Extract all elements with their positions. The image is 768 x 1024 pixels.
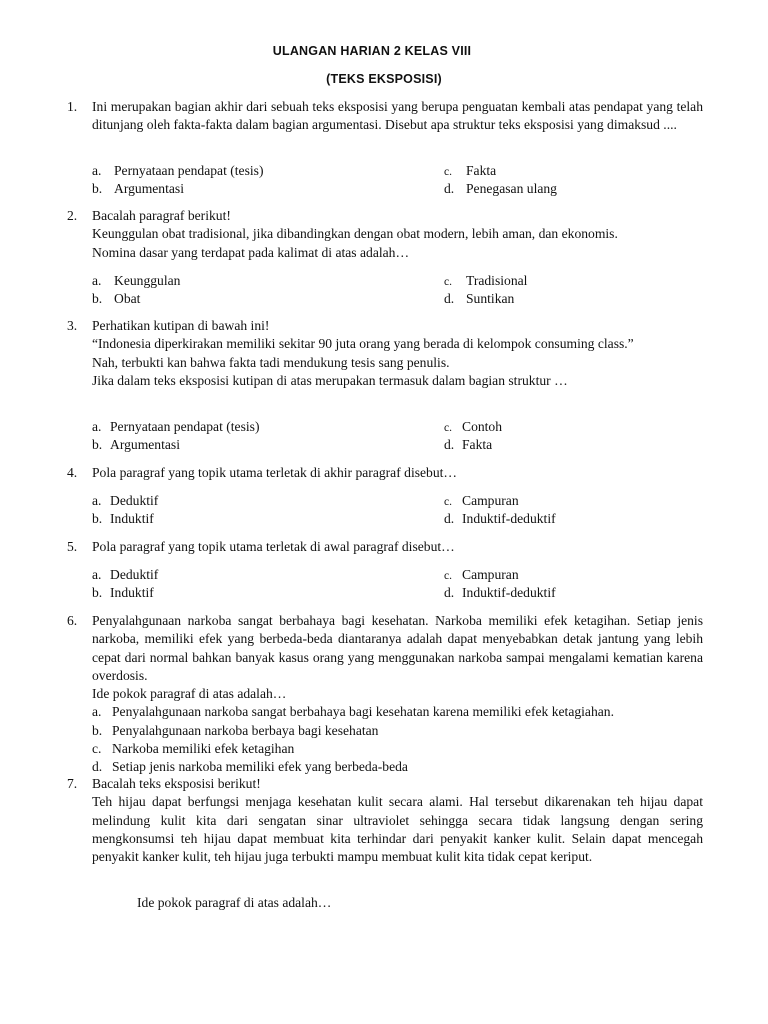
question-number: 2. [67, 208, 78, 223]
question-number: 1. [67, 99, 78, 114]
page-title: ULANGAN HARIAN 2 KELAS VIII [272, 44, 472, 58]
option-d: d. Penegasan ulang [444, 181, 557, 196]
option-a: a. Pernyataan pendapat (tesis) [92, 163, 264, 178]
option-b: b. Penyalahgunaan narkoba berbaya bagi kesehatan [92, 722, 379, 738]
question-4 [67, 464, 703, 482]
question-number: 7. [67, 776, 78, 791]
option-b: b. Argumentasi [92, 437, 180, 452]
question-7-prompt: Ide pokok paragraf di atas adalah… [137, 895, 332, 910]
option-a: a. Keunggulan [92, 273, 181, 288]
option-b: b. Induktif [92, 511, 154, 526]
question-5 [67, 538, 703, 556]
option-c: c. Tradisional [444, 273, 528, 288]
option-c: c. Narkoba memiliki efek ketagihan [92, 741, 295, 757]
option-b: b. Obat [92, 291, 141, 306]
question-text: Bacalah teks eksposisi berikut! Teh hijau dapat berfungsi menjaga kesehatan kulit secara alami. Hal tersebut dikarenakan teh hijau dapat melindung kulit kita dari sengatan sinar ultraviolet sehingga secara tidak langsung dengan sering mengkonsumsi teh hijau dapat membuat kita terhindar dari penyakit kanker kulit. Selain dapat mencegah penyakit kanker kulit, teh hijau juga terbukti mampu membuat kulit kita tidak cepat keriput. [92, 776, 703, 865]
question-7 [67, 775, 703, 866]
question-2 [67, 207, 703, 262]
option-a: a. Penyalahgunaan narkoba sangat berbahaya bagi kesehatan karena memiliki efek ketagiahan. [92, 704, 614, 720]
option-b: b. Induktif [92, 585, 154, 600]
question-text: Pola paragraf yang topik utama terletak di akhir paragraf disebut… [92, 465, 458, 480]
option-a: a. Deduktif [92, 567, 159, 582]
question-number: 3. [67, 318, 78, 333]
question-1 [67, 98, 703, 135]
option-c: c. Campuran [444, 567, 519, 582]
question-text: Pola paragraf yang topik utama terletak di awal paragraf disebut… [92, 539, 455, 554]
question-number: 4. [67, 465, 78, 480]
option-c: c. Contoh [444, 419, 503, 434]
option-c: c. Campuran [444, 493, 519, 508]
option-c: c. Fakta [444, 163, 497, 178]
question-text: Penyalahgunaan narkoba sangat berbahaya bagi kesehatan. Narkoba memiliki efek ketagihan. Setiap jenis narkoba, memiliki efek yang berbeda-beda diantaranya adalah dapat menyebabkan detak jantung yang lebih cepat dari normal bahkan banyak kasus orang yang menggunakan narkoba sampai mengalami kematian karena overdosis. Ide pokok paragraf di atas adalah… a. Penyalahgunaan narkoba sangat berbahaya bagi kesehatan karena memiliki efek ketagiahan. b. Penyalahgunaan narkoba berbaya bagi kesehatan c. Narkoba memiliki efek ketagihan d. Setiap jenis narkoba memiliki efek yang berbeda-beda [92, 612, 703, 777]
page-subtitle: (TEKS EKSPOSISI) [326, 72, 442, 86]
option-a: a. Deduktif [92, 493, 159, 508]
question-number: 5. [67, 539, 78, 554]
option-d: d. Induktif-deduktif [444, 511, 556, 526]
option-d: d. Suntikan [444, 291, 515, 306]
question-3 [67, 317, 703, 390]
option-a: a. Pernyataan pendapat (tesis) [92, 419, 260, 434]
option-b: b. Argumentasi [92, 181, 184, 196]
option-d: d. Fakta [444, 437, 493, 452]
question-6-options [92, 703, 703, 776]
question-text: Ini merupakan bagian akhir dari sebuah teks eksposisi yang berupa penguatan kembali atas pendapat yang telah ditunjang oleh fakta-fakta dalam bagian argumentasi. Disebut apa struktur teks eksposisi yang dimaksud .... [92, 99, 703, 133]
question-number: 6. [67, 613, 78, 628]
option-d: d. Setiap jenis narkoba memiliki efek yang berbeda-beda [92, 759, 408, 775]
option-d: d. Induktif-deduktif [444, 585, 556, 600]
question-6 [67, 612, 703, 777]
question-text: Perhatikan kutipan di bawah ini! “Indonesia diperkirakan memiliki sekitar 90 juta orang yang berada di kelompok consuming class.” Nah, terbukti kan bahwa fakta tadi mendukung tesis sang penulis. Jika dalam teks eksposisi kutipan di atas merupakan termasuk dalam bagian struktur … [92, 318, 634, 388]
question-text: Bacalah paragraf berikut! Keunggulan obat tradisional, jika dibandingkan dengan obat modern, lebih aman, dan ekonomis. Nomina dasar yang terdapat pada kalimat di atas adalah… [92, 208, 618, 260]
